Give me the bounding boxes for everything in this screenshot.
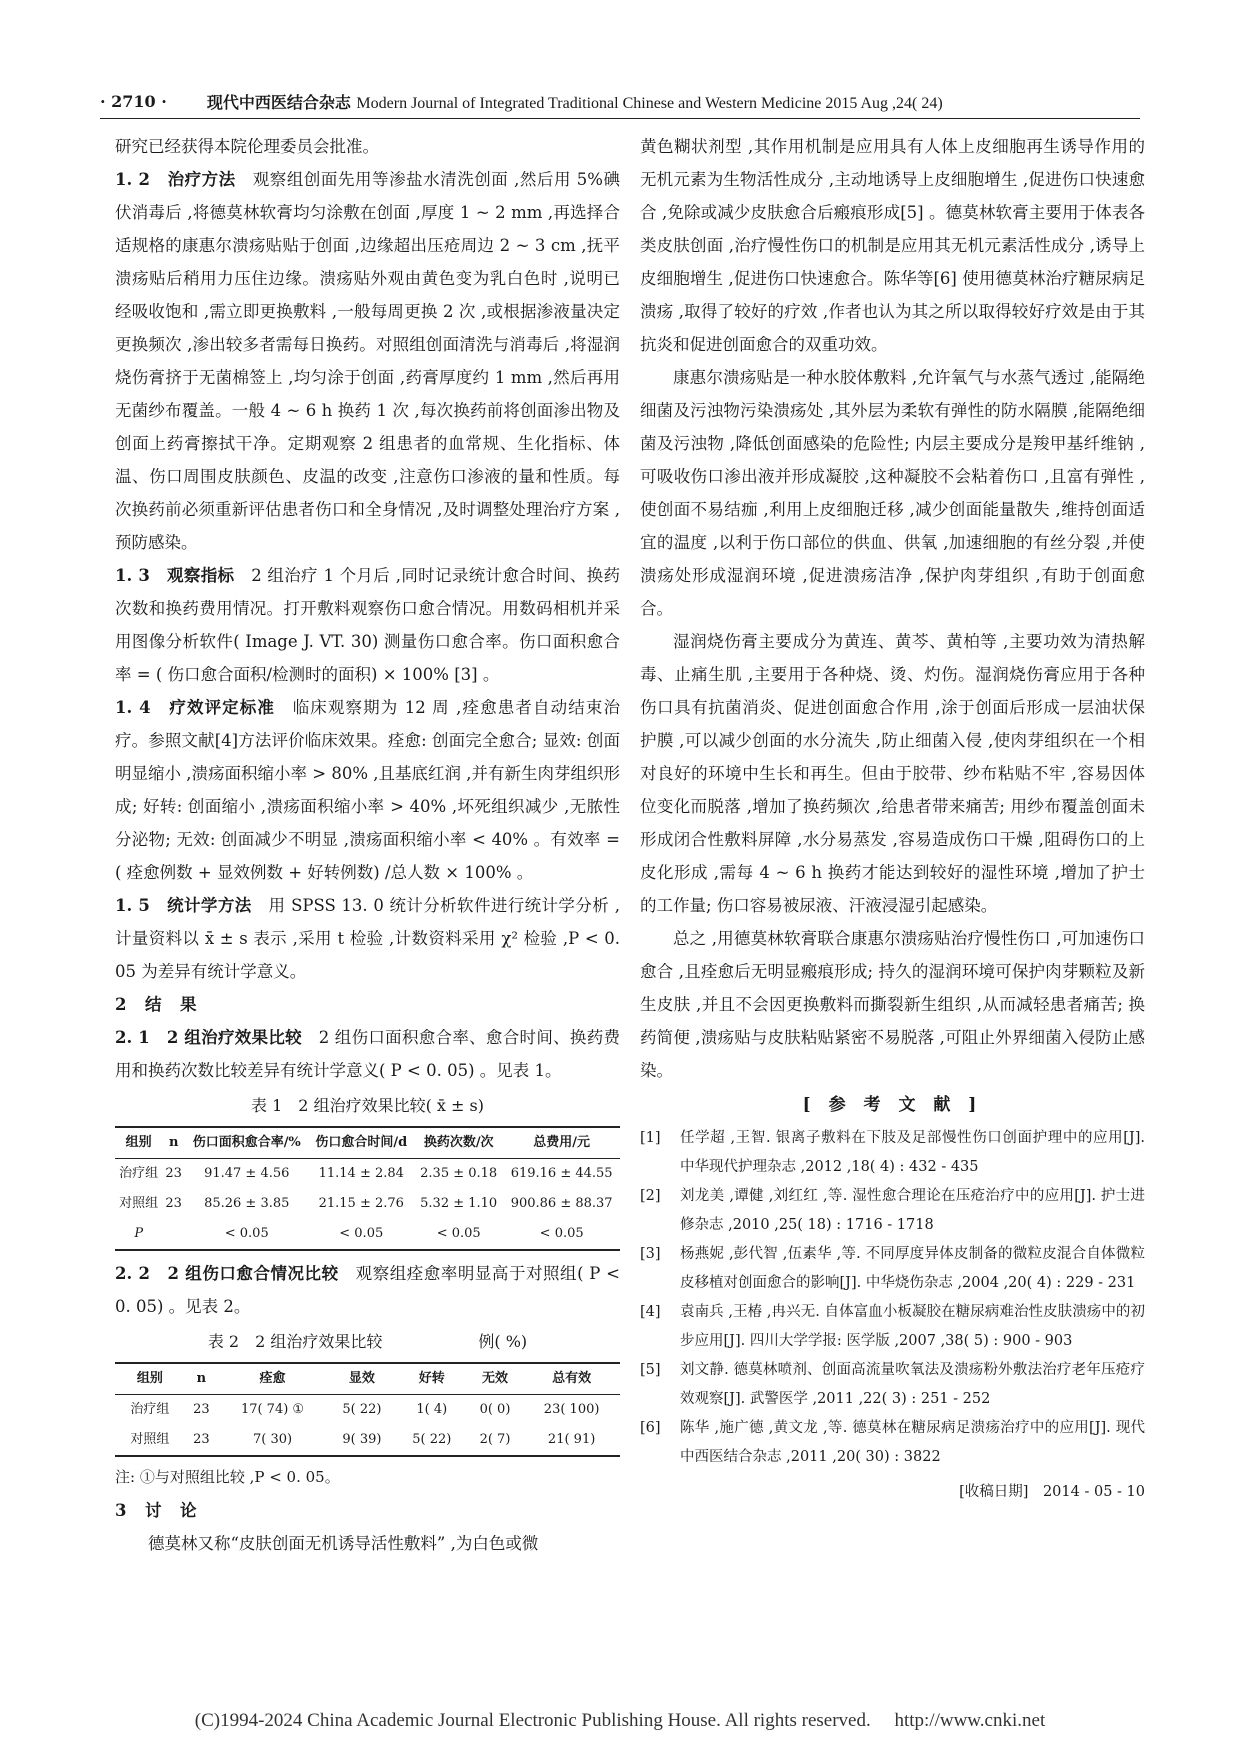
table-header-cell: n xyxy=(185,1363,218,1395)
section-2-1-heading: 2. 1 2 组治疗效果比较 xyxy=(115,1028,302,1047)
reference-number: [3] xyxy=(640,1246,661,1262)
table-cell: 5( 22) xyxy=(412,1432,452,1447)
section-1-3 xyxy=(115,559,620,691)
table-row xyxy=(115,1159,620,1190)
copyright-footer: (C)1994-2024 China Academic Journal Electronic Publishing House. All rights reserved. http://www.cnki.net xyxy=(194,1710,1046,1731)
table-cell: 9( 39) xyxy=(342,1432,382,1447)
table-cell: 619.16 ± 44.55 xyxy=(510,1166,613,1181)
table-cell: 2.35 ± 0.18 xyxy=(420,1166,498,1181)
table-header-cell: 总费用/元 xyxy=(503,1127,620,1159)
running-header xyxy=(100,84,1140,119)
page-number: · 2710 · xyxy=(100,91,167,111)
reference-number: [6] xyxy=(640,1420,661,1436)
section-1-4-heading: 1. 4 疗效评定标准 xyxy=(115,698,276,717)
table-cell: 7( 30) xyxy=(252,1432,293,1447)
table-1-header-row xyxy=(115,1127,620,1159)
reference-item xyxy=(640,1240,1145,1298)
table-cell: 23 xyxy=(193,1402,210,1417)
table-cell: 5( 22) xyxy=(342,1402,382,1417)
table-row xyxy=(115,1395,620,1426)
table-header-cell: 无效 xyxy=(467,1363,523,1395)
table-2-note: 注: ①与对照组比较 ,P < 0. 05。 xyxy=(115,1468,340,1486)
reference-item xyxy=(640,1124,1145,1182)
section-1-4 xyxy=(115,691,620,889)
reference-text: 杨燕妮 ,彭代智 ,伍素华 ,等. 不同厚度异体皮制备的微粒皮混合自体微粒皮移植对创面愈合的影响[J]. 中华烧伤杂志 ,2004 ,20( 4) : 229 - 231 xyxy=(680,1246,1145,1291)
discussion-paragraph-3: 湿润烧伤膏主要成分为黄连、黄芩、黄柏等 ,主要功效为清热解毒、止痛生肌 ,主要用于各种烧、烫、灼伤。湿润烧伤膏应用于各种伤口具有抗菌消炎、促进创面愈合作用 ,涂于创面后形成一层油状保护膜 ,可以减少创面的水分流失 ,防止细菌入侵 ,使肉芽组织在一个相对良好的环境中生长和再生。但由于胶带、纱布粘贴不牢 ,容易因体位变化而脱落 ,增加了换药频次 ,给患者带来痛苦; 用纱布覆盖创面未形成闭合性敷料屏障 ,水分易蒸发 ,容易造成伤口干燥 ,阻碍伤口的上皮化形成 ,需每 4 ~ 6 h 换药才能达到较好的湿性环境 ,增加了护士的工作量; 伤口容易被尿液、汗液浸湿引起感染。 xyxy=(640,632,1145,915)
table-header-cell: 伤口面积愈合率/% xyxy=(185,1127,308,1159)
received-date: [收稿日期] 2014 - 05 - 10 xyxy=(959,1484,1145,1500)
section-2-1 xyxy=(115,1021,620,1087)
table-cell: 21( 91) xyxy=(547,1432,596,1447)
table-cell: 2( 7) xyxy=(479,1432,511,1447)
reference-text: 袁南兵 ,王椿 ,冉兴无. 自体富血小板凝胶在糖尿病难治性皮肤溃疡中的初步应用[J]. 四川大学学报: 医学版 ,2007 ,38( 5) : 900 - 903 xyxy=(680,1304,1145,1349)
section-2-2-heading: 2. 2 2 组伤口愈合情况比较 xyxy=(115,1264,339,1283)
reference-text: 陈华 ,施广德 ,黄文龙 ,等. 德莫林在糖尿病足溃疡治疗中的应用[J]. 现代中西医结合杂志 ,2011 ,20( 30) : 3822 xyxy=(680,1420,1145,1465)
reference-text: 任学超 ,王智. 银离子敷料在下肢及足部慢性伤口创面护理中的应用[J]. 中华现代护理杂志 ,2012 ,18( 4) : 432 - 435 xyxy=(680,1130,1145,1175)
table-cell: 治疗组 xyxy=(130,1402,170,1417)
table-row xyxy=(115,1189,620,1219)
table-1 xyxy=(115,1126,620,1251)
table-cell: 23( 100) xyxy=(543,1402,600,1417)
table-cell: 5.32 ± 1.10 xyxy=(420,1196,498,1211)
table-header-cell: 组别 xyxy=(115,1127,162,1159)
reference-number: [1] xyxy=(640,1130,661,1146)
table-header-cell: 组别 xyxy=(115,1363,185,1395)
section-1-5-heading: 1. 5 统计学方法 xyxy=(115,896,252,915)
table-cell: 17( 74) ① xyxy=(240,1402,305,1417)
table-cell: 11.14 ± 2.84 xyxy=(318,1166,404,1181)
table-2-header-row xyxy=(115,1363,620,1395)
table-header-cell: n xyxy=(162,1127,185,1159)
table-2-caption: 表 2 2 组治疗效果比较 例( %) xyxy=(207,1332,528,1351)
reference-number: [4] xyxy=(640,1304,661,1320)
section-1-3-heading: 1. 3 观察指标 xyxy=(115,566,235,585)
reference-item xyxy=(640,1182,1145,1240)
reference-item xyxy=(640,1298,1145,1356)
section-2-1-body: 2 组伤口面积愈合率、愈合时间、换药费用和换药次数比较差异有统计学意义( P < 0. 05) 。见表 1。 xyxy=(115,1028,620,1080)
results-heading: 2 结 果 xyxy=(115,995,198,1014)
discussion-paragraph-2: 康惠尔溃疡贴是一种水胶体敷料 ,允许氧气与水蒸气透过 ,能隔绝细菌及污浊物污染溃疡处 ,其外层为柔软有弹性的防水隔膜 ,能隔绝细菌及污浊物 ,降低创面感染的危险性; 内层主要成分是羧甲基纤维钠 ,可吸收伤口渗出液并形成凝胶 ,这种凝胶不会粘着伤口 ,且富有弹性 ,使创面不易结痂 ,利用上皮细胞迁移 ,减少创面能量散失 ,维持创面适宜的温度 ,以利于伤口部位的供血、供氧 ,加速细胞的有丝分裂 ,并使溃疡处形成湿润环境 ,促进溃疡洁净 ,保护肉芽组织 ,有助于创面愈合。 xyxy=(640,368,1145,618)
table-cell: 对照组 xyxy=(119,1196,159,1211)
ethics-paragraph: 研究已经获得本院伦理委员会批准。 xyxy=(115,137,379,156)
table-header-cell: 换药次数/次 xyxy=(414,1127,503,1159)
table-header-cell: 伤口愈合时间/d xyxy=(308,1127,414,1159)
table-cell: 900.86 ± 88.37 xyxy=(510,1196,613,1211)
reference-text: 刘文静. 德莫林喷剂、创面高流量吹氧法及溃疡粉外敷法治疗老年压疮疗效观察[J]. 武警医学 ,2011 ,22( 3) : 251 - 252 xyxy=(680,1362,1145,1407)
table-cell: 85.26 ± 3.85 xyxy=(204,1196,290,1211)
left-column xyxy=(115,130,620,1560)
reference-item xyxy=(640,1414,1145,1472)
table-cell: < 0.05 xyxy=(436,1226,481,1241)
table-cell: < 0.05 xyxy=(224,1226,269,1241)
reference-text: 刘龙美 ,谭健 ,刘红红 ,等. 湿性愈合理论在压疮治疗中的应用[J]. 护士进修杂志 ,2010 ,25( 18) : 1716 - 1718 xyxy=(680,1188,1145,1233)
table-cell: < 0.05 xyxy=(539,1226,584,1241)
journal-title xyxy=(207,90,943,113)
section-1-2-heading: 1. 2 治疗方法 xyxy=(115,170,236,189)
discussion-paragraph-4: 总之 ,用德莫林软膏联合康惠尔溃疡贴治疗慢性伤口 ,可加速伤口愈合 ,且痊愈后无明显瘢痕形成; 持久的湿润环境可保护肉芽颗粒及新生皮肤 ,并且不会因更换敷料而撕裂新生组织 ,从而减轻患者痛苦; 换药简便 ,溃疡贴与皮肤粘贴紧密不易脱落 ,可阻止外界细菌入侵防止感染。 xyxy=(640,929,1145,1080)
table-cell: 91.47 ± 4.56 xyxy=(204,1166,290,1181)
table-cell: 1( 4) xyxy=(416,1402,448,1417)
table-header-cell: 痊愈 xyxy=(218,1363,327,1395)
table-row xyxy=(115,1219,620,1250)
right-column xyxy=(640,130,1145,1509)
table-row xyxy=(115,1425,620,1456)
section-1-5 xyxy=(115,889,620,988)
table-cell: 21.15 ± 2.76 xyxy=(318,1196,404,1211)
discussion-heading: 3 讨 论 xyxy=(115,1501,198,1520)
table-cell: 23 xyxy=(193,1432,210,1447)
table-header-cell: 好转 xyxy=(397,1363,467,1395)
table-cell: < 0.05 xyxy=(339,1226,384,1241)
section-1-2-body: 观察组创面先用等渗盐水清洗创面 ,然后用 5%碘伏消毒后 ,将德莫林软膏均匀涂敷在创面 ,厚度 1 ~ 2 mm ,再选择合适规格的康惠尔溃疡贴贴于创面 ,边缘超出压疮周边 2 ~ 3 cm ,抚平溃疡贴后稍用力压住边缘。溃疡贴外观由黄色变为乳白色时 ,说明已经吸收饱和 ,需立即更换敷料 ,一般每周更换 2 次 ,或根据渗液量决定更换频次 ,渗出较多者需每日换药。对照组创面清洗与消毒后 ,将湿润烧伤膏挤于无菌棉签上 ,均匀涂于创面 ,药膏厚度约 1 mm ,然后再用无菌纱布覆盖。一般 4 ~ 6 h 换药 1 次 ,每次换药前将创面渗出物及创面上药膏擦拭干净。定期观察 2 组患者的血常规、生化指标、体温、伤口周围皮肤颜色、皮温的改变 ,注意伤口渗液的量和性质。每次换药前必须重新评估患者伤口和全身情况 ,及时调整处理治疗方案 ,预防感染。 xyxy=(115,170,621,552)
table-cell: 23 xyxy=(165,1166,182,1181)
table-cell: 治疗组 xyxy=(119,1166,159,1181)
reference-number: [2] xyxy=(640,1188,661,1204)
table-header-cell: 显效 xyxy=(327,1363,397,1395)
section-1-2 xyxy=(115,163,620,559)
section-1-5-body: 用 SPSS 13. 0 统计分析软件进行统计学分析 ,计量资料以 x̄ ± s 表示 ,采用 t 检验 ,计数资料采用 χ² 检验 ,P < 0. 05 为差异有统计学意义。 xyxy=(115,896,620,981)
reference-item xyxy=(640,1356,1145,1414)
journal-title-en: Modern Journal of Integrated Traditional Chinese and Western Medicine 2015 Aug ,24( 24) xyxy=(356,94,943,112)
references-heading: [ 参 考 文 献 ] xyxy=(802,1095,983,1115)
section-2-2 xyxy=(115,1257,620,1323)
section-1-4-body: 临床观察期为 12 周 ,痊愈患者自动结束治疗。参照文献[4]方法评价临床效果。痊愈: 创面完全愈合; 显效: 创面明显缩小 ,溃疡面积缩小率 > 80% ,且基底红润 ,并有新生肉芽组织形成; 好转: 创面缩小 ,溃疡面积缩小率 > 40% ,坏死组织减少 ,无脓性分泌物; 无效: 创面减少不明显 ,溃疡面积缩小率 < 40% 。有效率 = ( 痊愈例数 + 显效例数 + 好转例数) /总人数 × 100% 。 xyxy=(115,698,620,882)
journal-title-cn: 现代中西医结合杂志 xyxy=(206,92,351,112)
discussion-paragraph-1: 黄色糊状剂型 ,其作用机制是应用具有人体上皮细胞再生诱导作用的无机元素为生物活性成分 ,主动地诱导上皮细胞增生 ,促进伤口快速愈合 ,免除或减少皮肤愈合后瘢痕形成[5] 。德莫林软膏主要用于体表各类皮肤创面 ,治疗慢性伤口的机制是应用其无机元素活性成分 ,诱导上皮细胞增生 ,促进伤口快速愈合。陈华等[6] 使用德莫林治疗糖尿病足溃疡 ,取得了较好的疗效 ,作者也认为其之所以取得较好疗效是由于其抗炎和促进创面愈合的双重功效。 xyxy=(640,137,1145,354)
table-2 xyxy=(115,1362,620,1457)
table-cell: 23 xyxy=(165,1196,182,1211)
table-cell: 对照组 xyxy=(130,1432,170,1447)
table-1-caption: 表 1 2 组治疗效果比较( x̄ ± s) xyxy=(251,1096,484,1115)
table-cell xyxy=(162,1219,185,1250)
table-cell: 0( 0) xyxy=(479,1402,511,1417)
table-header-cell: 总有效 xyxy=(523,1363,620,1395)
section-2-2-body: 观察组痊愈率明显高于对照组( P < 0. 05) 。见表 2。 xyxy=(115,1264,621,1316)
reference-number: [5] xyxy=(640,1362,661,1378)
section-1-3-body: 2 组治疗 1 个月后 ,同时记录统计愈合时间、换药次数和换药费用情况。打开敷料观察伤口愈合情况。用数码相机并采用图像分析软件( Image J. VT. 30) 测量伤口愈合率。伤口面积愈合率 = ( 伤口愈合面积/检测时的面积) × 100% [3] 。 xyxy=(115,566,621,684)
discussion-paragraph-start: 德莫林又称“皮肤创面无机诱导活性敷料” ,为白色或微 xyxy=(148,1534,539,1553)
table-cell: P xyxy=(134,1226,144,1241)
